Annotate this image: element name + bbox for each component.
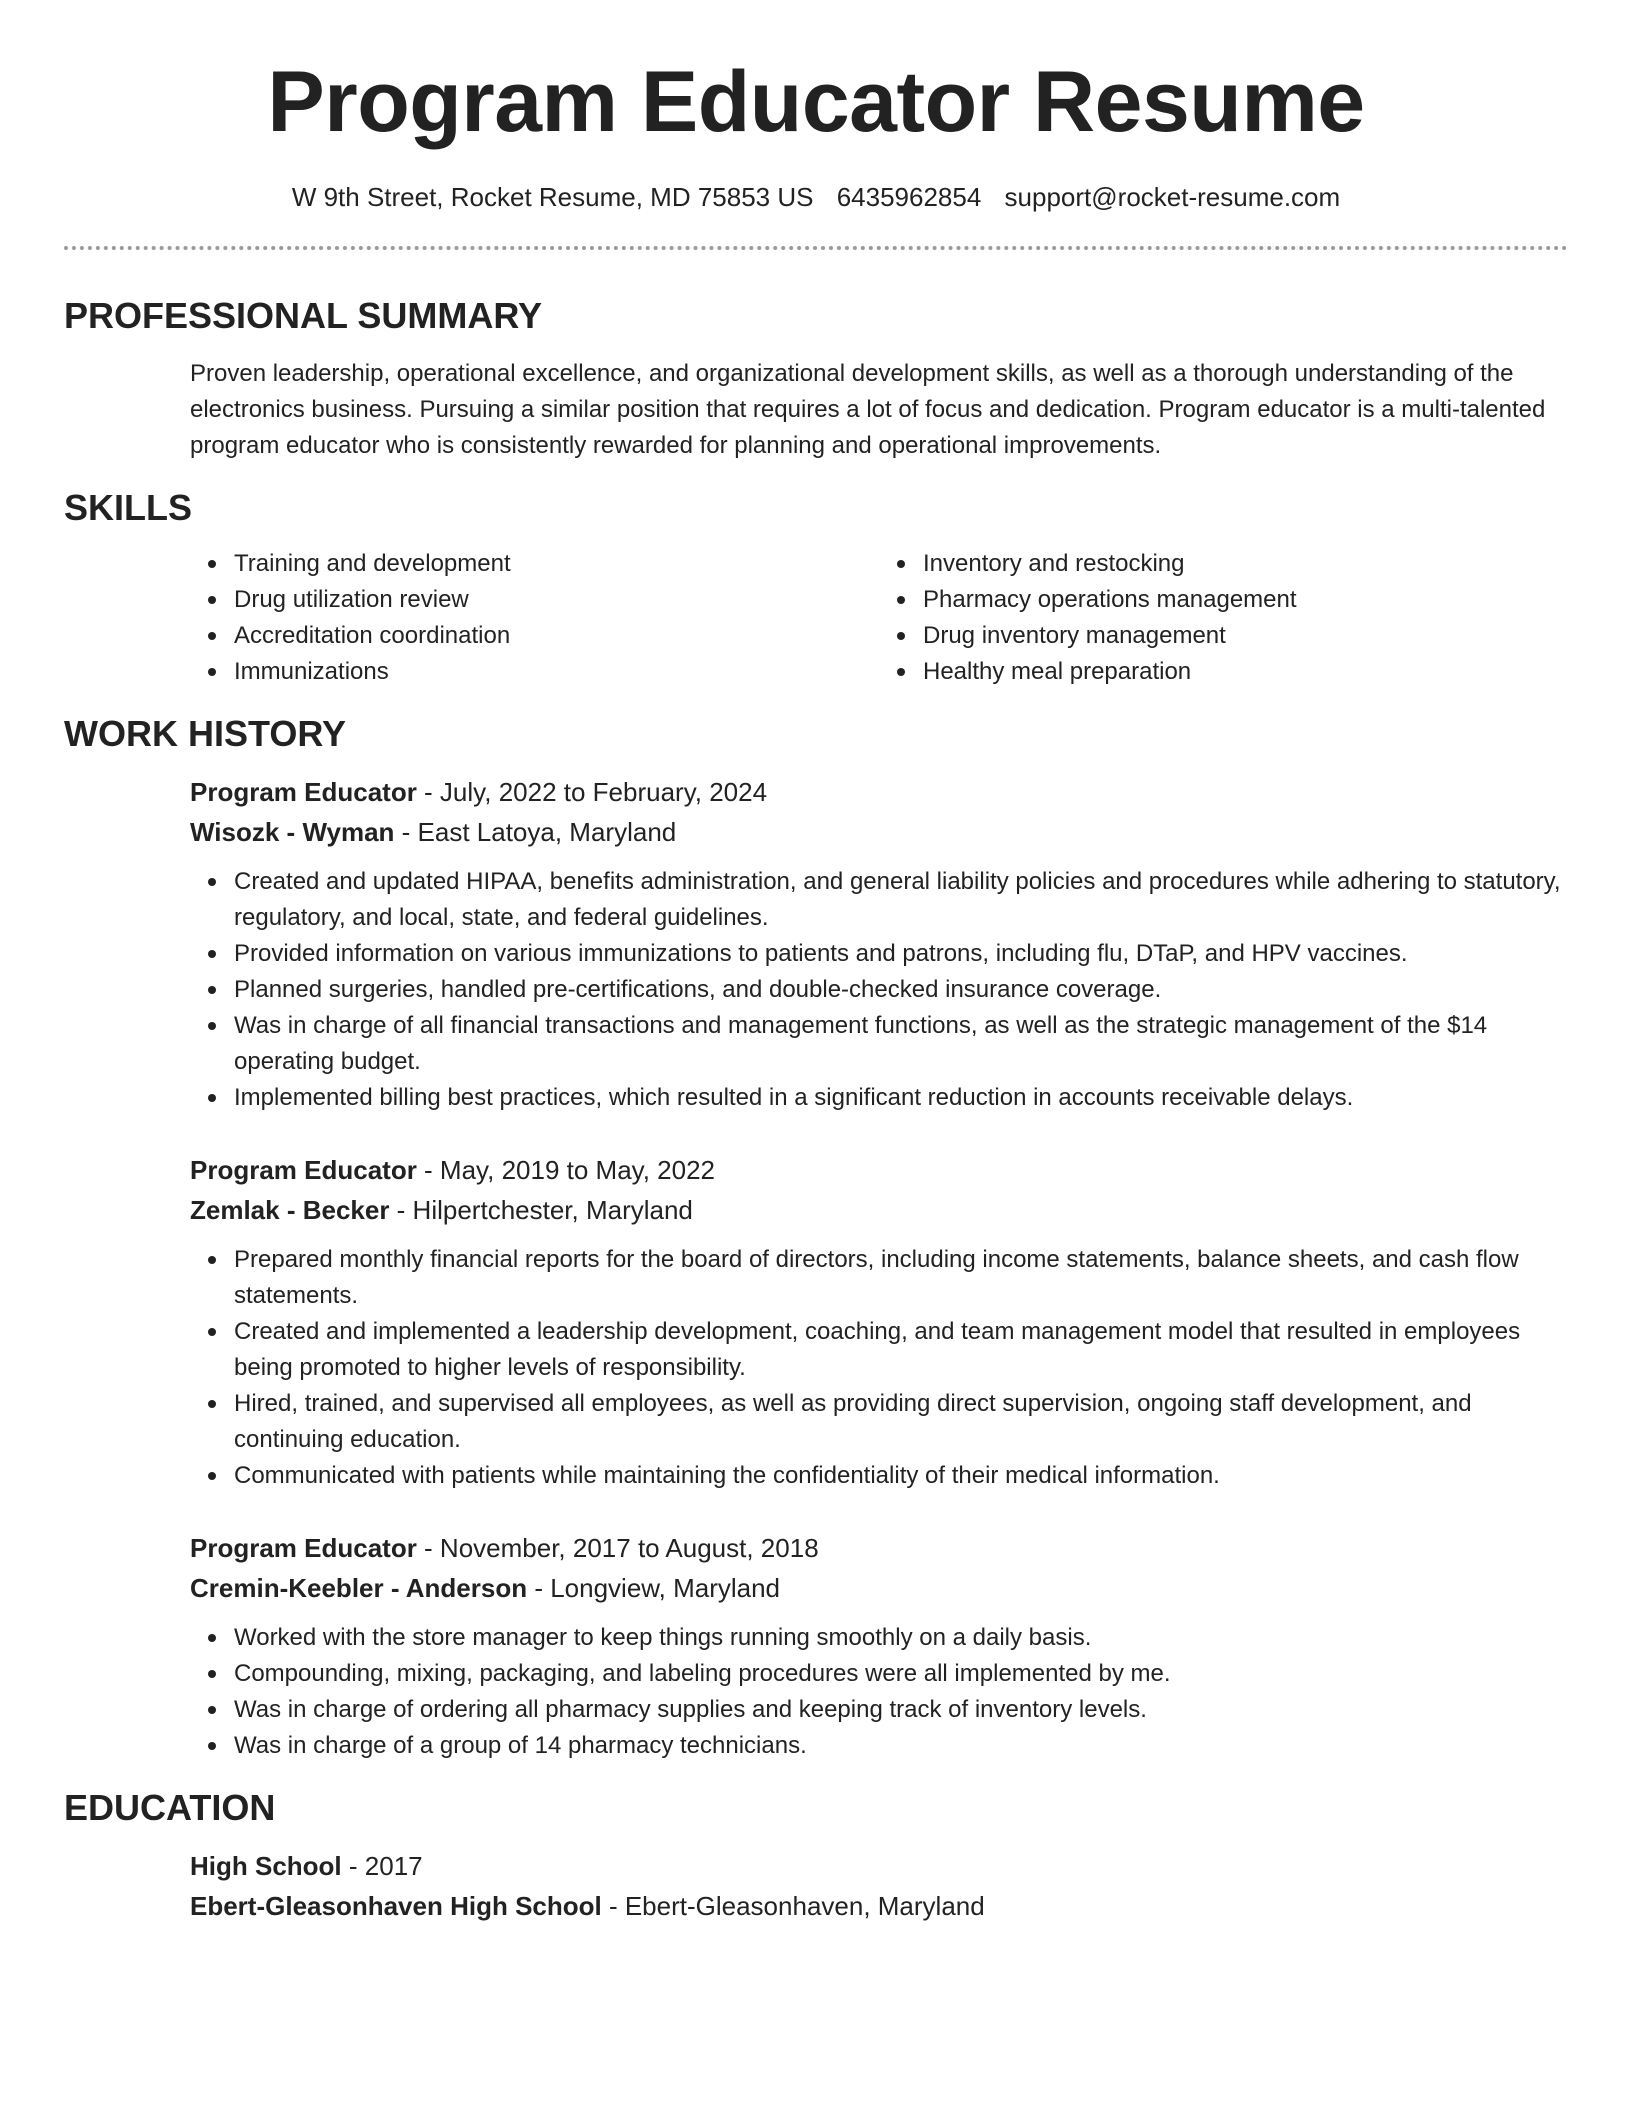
skills-column-left: [190, 546, 879, 690]
summary-section: [64, 294, 1568, 464]
job-duty: Prepared monthly financial reports for the board of directors, including income statements, balance sheets, and cash flow statements.: [234, 1242, 1568, 1314]
job-company: Cremin-Keebler - Anderson: [190, 1573, 528, 1603]
job-dates: - November, 2017 to August, 2018: [416, 1533, 819, 1563]
skill-item: Inventory and restocking: [923, 546, 1568, 582]
contact-line: [64, 180, 1568, 214]
job-duty: Created and implemented a leadership development, coaching, and team management model that resulted in employees being promoted to higher levels of responsibility.: [234, 1314, 1568, 1386]
job-duties: [190, 864, 1568, 1116]
education-degree-line: [190, 1846, 1568, 1886]
skill-item: Drug inventory management: [923, 618, 1568, 654]
job-location: - East Latoya, Maryland: [394, 817, 677, 847]
header-divider: [64, 246, 1568, 250]
skill-item: Immunizations: [234, 654, 879, 690]
job-company: Zemlak - Becker: [190, 1195, 390, 1225]
skills-section: [64, 486, 1568, 690]
education-entry: [190, 1846, 1568, 1926]
skill-item: Drug utilization review: [234, 582, 879, 618]
job-duty: Worked with the store manager to keep things running smoothly on a daily basis.: [234, 1620, 1568, 1656]
job-dates: - July, 2022 to February, 2024: [416, 777, 768, 807]
job-duty: Was in charge of ordering all pharmacy supplies and keeping track of inventory levels.: [234, 1692, 1568, 1728]
job-duty: Communicated with patients while maintaining the confidentiality of their medical information.: [234, 1458, 1568, 1494]
job-location: - Hilpertchester, Maryland: [389, 1195, 693, 1225]
contact-address: W 9th Street, Rocket Resume, MD 75853 US: [291, 182, 814, 212]
job-role: Program Educator: [190, 777, 417, 807]
education-section: [64, 1786, 1568, 1926]
skill-item: Healthy meal preparation: [923, 654, 1568, 690]
job-duty: Planned surgeries, handled pre-certifications, and double-checked insurance coverage.: [234, 972, 1568, 1008]
skills-column-right: [879, 546, 1568, 690]
skill-item: Accreditation coordination: [234, 618, 879, 654]
job-company: Wisozk - Wyman: [190, 817, 395, 847]
education-location: - Ebert-Gleasonhaven, Maryland: [601, 1891, 985, 1921]
job-duty: Created and updated HIPAA, benefits administration, and general liability policies and procedures while adhering to statutory, regulatory, and local, state, and federal guidelines.: [234, 864, 1568, 936]
job-company-line: [190, 812, 1568, 852]
work-history-section: [64, 712, 1568, 1764]
resume-title: Program Educator Resume: [267, 54, 1365, 150]
skill-item: Training and development: [234, 546, 879, 582]
job-title-line: [190, 1150, 1568, 1190]
job-duty: Hired, trained, and supervised all employees, as well as providing direct supervision, ongoing staff development, and continuing education.: [234, 1386, 1568, 1458]
skills-list: [190, 546, 1568, 690]
summary-heading: PROFESSIONAL SUMMARY: [64, 295, 543, 336]
job-role: Program Educator: [190, 1533, 417, 1563]
job-duty: Compounding, mixing, packaging, and labeling procedures were all implemented by me.: [234, 1656, 1568, 1692]
job-title-line: [190, 1528, 1568, 1568]
job-dates: - May, 2019 to May, 2022: [416, 1155, 716, 1185]
job-duty: Was in charge of all financial transactions and management functions, as well as the strategic management of the $14 operating budget.: [234, 1008, 1568, 1080]
work-history-heading: WORK HISTORY: [64, 713, 347, 754]
job-role: Program Educator: [190, 1155, 417, 1185]
job-company-line: [190, 1190, 1568, 1230]
job-entry: [190, 772, 1568, 1116]
resume-header: [64, 52, 1568, 214]
contact-phone: 6435962854: [836, 182, 982, 212]
education-year: - 2017: [341, 1851, 423, 1881]
skills-heading: SKILLS: [64, 487, 193, 528]
education-degree: High School: [190, 1851, 342, 1881]
job-duties: [190, 1620, 1568, 1764]
education-heading: EDUCATION: [64, 1787, 276, 1828]
contact-email: support@rocket-resume.com: [1004, 182, 1341, 212]
job-location: - Longview, Maryland: [527, 1573, 781, 1603]
job-duty: Was in charge of a group of 14 pharmacy technicians.: [234, 1728, 1568, 1764]
education-school: Ebert-Gleasonhaven High School: [190, 1891, 602, 1921]
summary-text: Proven leadership, operational excellence, and organizational development skills, as well as a thorough understanding of the electronics business. Pursuing a similar position that requires a lot of focus and dedication. Program educator is a multi-talented program educator who is consistently rewarded for planning and operational improvements.: [190, 360, 1546, 459]
job-title-line: [190, 772, 1568, 812]
education-school-line: [190, 1886, 1568, 1926]
job-company-line: [190, 1568, 1568, 1608]
job-duty: Provided information on various immunizations to patients and patrons, including flu, DTaP, and HPV vaccines.: [234, 936, 1568, 972]
skill-item: Pharmacy operations management: [923, 582, 1568, 618]
job-entry: [190, 1150, 1568, 1494]
job-duty: Implemented billing best practices, which resulted in a significant reduction in accounts receivable delays.: [234, 1080, 1568, 1116]
job-entry: [190, 1528, 1568, 1764]
job-duties: [190, 1242, 1568, 1494]
